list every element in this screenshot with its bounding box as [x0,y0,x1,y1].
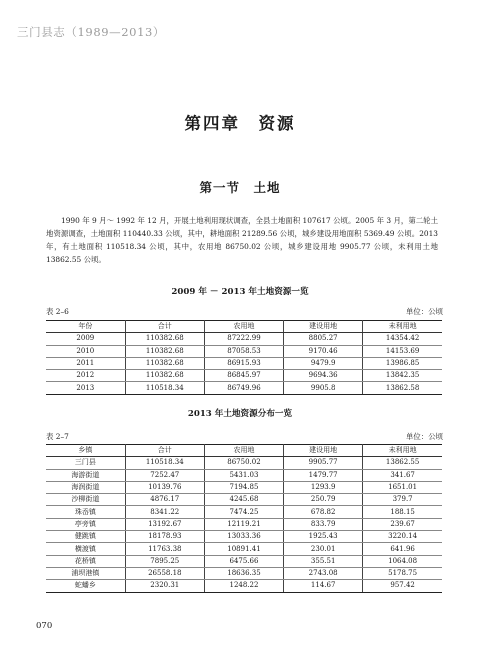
table-cell: 678.82 [284,506,363,518]
table-row [46,333,442,345]
table-cell: 7252.47 [125,469,204,481]
table-cell: 1925.43 [284,531,363,543]
table-cell: 海润街道 [46,481,125,493]
table-cell: 14354.42 [363,333,442,345]
table-row [46,518,442,530]
table-cell: 26558.18 [125,567,204,579]
table-cell: 2320.31 [125,580,204,592]
table-cell: 7474.25 [204,506,283,518]
table-cell: 7895.25 [125,555,204,567]
table-cell: 110518.34 [125,382,204,394]
table-row [46,382,442,394]
table-cell: 2010 [46,345,125,357]
table-cell: 3220.14 [363,531,442,543]
table-row [46,357,442,369]
table-cell: 239.67 [363,518,442,530]
table-row [46,481,442,493]
table-cell: 9479.9 [284,357,363,369]
body-paragraph: 1990 年 9 月～ 1992 年 12 月，开展土地利用现状调查，全县土地面积 107617 公顷。2005 年 3 月，第二轮土地资源调查，土地面积 110440.33 公顷，其中，耕地面积 21289.56 公顷，城乡建设用地面积 5369.49 公顷。2013 年，有土地面积 110518.34 公顷，其中，农用地 86750.02 公顷，城乡建设用地 9905.77 公顷，未利用土地 13862.55 公顷。 [46,216,438,264]
table-cell: 230.01 [284,543,363,555]
table-row [46,543,442,555]
table-cell: 10891.41 [204,543,283,555]
table2-unit: 单位：公顷 [406,432,443,441]
table-cell: 9905.77 [284,457,363,469]
table-row [46,531,442,543]
table-row [46,567,442,579]
table-cell: 87222.99 [204,333,283,345]
table-cell: 花桥镇 [46,555,125,567]
table-cell: 188.15 [363,506,442,518]
table-cell: 6475.66 [204,555,283,567]
table-cell: 641.96 [363,543,442,555]
col-header-construction: 建设用地 [284,321,363,333]
col-header-unused: 未利用地 [363,445,442,457]
table2-label: 表 2–7 [46,432,69,441]
table-cell: 11763.38 [125,543,204,555]
table-cell: 86750.02 [204,457,283,469]
table-cell: 1248.22 [204,580,283,592]
running-header [0,0,480,46]
col-header-unused: 未利用地 [363,321,442,333]
table-cell: 13862.58 [363,382,442,394]
table-cell: 三门县 [46,457,125,469]
table-cell: 13842.35 [363,370,442,382]
table-cell: 珠岙镇 [46,506,125,518]
table-header-row [46,445,442,457]
table-cell: 14153.69 [363,345,442,357]
col-header-total: 合计 [125,321,204,333]
table-cell: 1651.01 [363,481,442,493]
table-cell: 健跳镇 [46,531,125,543]
table-cell: 250.79 [284,494,363,506]
table-cell: 亭旁镇 [46,518,125,530]
table1-label: 表 2–6 [46,307,69,316]
page-number: 070 [36,621,53,631]
table-cell: 86845.97 [204,370,283,382]
table-cell: 2743.08 [284,567,363,579]
table-cell: 2012 [46,370,125,382]
table-row [46,345,442,357]
table-row [46,370,442,382]
table-row [46,555,442,567]
col-header-total: 合计 [125,445,204,457]
table-cell: 341.67 [363,469,442,481]
chapter-title: 第四章 资源 [184,114,296,133]
col-header-township: 乡镇 [46,445,125,457]
col-header-year: 年份 [46,321,125,333]
land-resource-table-2009-2013 [46,320,442,395]
table-cell: 110518.34 [125,457,204,469]
table-row [46,457,442,469]
table-cell: 9905.8 [284,382,363,394]
table-row [46,580,442,592]
table-cell: 114.67 [284,580,363,592]
table-cell: 87058.53 [204,345,283,357]
table-cell: 5431.03 [204,469,283,481]
table-cell: 9694.36 [284,370,363,382]
table-cell: 1293.9 [284,481,363,493]
table-cell: 13192.67 [125,518,204,530]
table2-title: 2013 年土地资源分布一览 [187,409,293,419]
table-cell: 13986.85 [363,357,442,369]
table-cell: 379.7 [363,494,442,506]
table-row [46,494,442,506]
table-cell: 8805.27 [284,333,363,345]
table-cell: 355.51 [284,555,363,567]
table-cell: 110382.68 [125,333,204,345]
table-cell: 2013 [46,382,125,394]
table-cell: 1064.08 [363,555,442,567]
table-cell: 2009 [46,333,125,345]
table-cell: 18178.93 [125,531,204,543]
table-cell: 4245.68 [204,494,283,506]
table-cell: 8341.22 [125,506,204,518]
col-header-agricultural: 农用地 [204,445,283,457]
table-cell: 蛇蟠乡 [46,580,125,592]
table-cell: 18636.35 [204,567,283,579]
table-cell: 957.42 [363,580,442,592]
table-cell: 9170.46 [284,345,363,357]
table-cell: 110382.68 [125,357,204,369]
table-cell: 12119.21 [204,518,283,530]
table-cell: 海游街道 [46,469,125,481]
table1-title: 2009 年 － 2013 年土地资源一览 [171,287,309,297]
table-row [46,506,442,518]
section-title: 第一节 土地 [199,180,281,195]
table-cell: 86915.93 [204,357,283,369]
col-header-construction: 建设用地 [284,445,363,457]
table-cell: 1479.77 [284,469,363,481]
col-header-agricultural: 农用地 [204,321,283,333]
table-cell: 沙柳街道 [46,494,125,506]
table-cell: 2011 [46,357,125,369]
book-title: 三门县志（1989—2013） [17,25,166,39]
table-cell: 110382.68 [125,370,204,382]
table-cell: 7194.85 [204,481,283,493]
table-cell: 4876.17 [125,494,204,506]
table-cell: 110382.68 [125,345,204,357]
table1-unit: 单位：公顷 [406,307,443,316]
table-cell: 833.79 [284,518,363,530]
table-cell: 10139.76 [125,481,204,493]
table-row [46,469,442,481]
table-cell: 13033.36 [204,531,283,543]
table-cell: 浦坝港镇 [46,567,125,579]
table-cell: 13862.55 [363,457,442,469]
table-cell: 5178.75 [363,567,442,579]
table-cell: 横渡镇 [46,543,125,555]
table-header-row [46,321,442,333]
land-distribution-table-2013 [46,444,442,593]
table-cell: 86749.96 [204,382,283,394]
